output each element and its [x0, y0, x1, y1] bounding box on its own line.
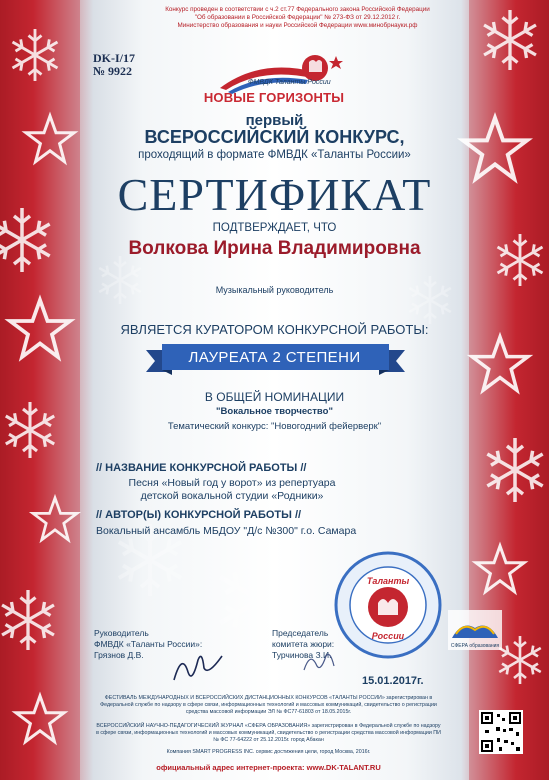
- work-title: [92, 477, 372, 503]
- logo-subtitle: ФМВДК Таланты России: [248, 79, 331, 86]
- curator-text: ЯВЛЯЕТСЯ КУРАТОРОМ КОНКУРСНОЙ РАБОТЫ:: [120, 322, 429, 337]
- legal-header-line: Конкурс проведен в соответствии с ч.2 ст.77 Федерального закона Российской Федерации: [165, 6, 430, 13]
- certificate-number: № 9922: [93, 64, 133, 78]
- legal-header: [145, 6, 450, 30]
- qr-code: [479, 710, 523, 754]
- footer-registration-journal: ВСЕРОССИЙСКИЙ НАУЧНО-ПЕДАГОГИЧЕСКИЙ ЖУРНАЛ «СФЕРА ОБРАЗОВАНИЯ» зарегистрирован в Федеральной службе по надзору в сфере связи, информационных технологий и массовых коммуникаций, свидетельство о регистрации средства массовой информации ПИ № ФС 77-64222 от 25.12.2015г. город Абакан: [96, 723, 441, 743]
- work-author: Вокальный ансамбль МБДОУ "Д/с №300" г.о. Самара: [96, 525, 357, 537]
- award-level: ЛАУРЕАТА 2 СТЕПЕНИ: [188, 349, 361, 366]
- logo-title: НОВЫЕ ГОРИЗОНТЫ: [203, 90, 345, 105]
- work-author-label: // АВТОР(Ы) КОНКУРСНОЙ РАБОТЫ //: [96, 509, 302, 521]
- legal-header-line: Министерство образования и науки Российской Федерации www.минобрнауки.рф: [177, 22, 418, 29]
- svg-text:СФЕРА образования: СФЕРА образования: [450, 643, 500, 649]
- contest-theme: Тематический конкурс: "Новогодний фейерверк": [167, 421, 382, 432]
- work-title-line: детской вокальной студии «Родники»: [140, 490, 324, 502]
- recipient-position: Музыкальный руководитель: [215, 285, 334, 295]
- work-title-label: // НАЗВАНИЕ КОНКУРСНОЙ РАБОТЫ //: [96, 462, 307, 474]
- right-signer-name: Турчинова З.И.: [272, 650, 332, 660]
- legal-header-line: "Об образовании в Российской Федерации" № 273-ФЗ от 29.12.2012 г.: [194, 14, 401, 21]
- certificate-series: DK-I/17: [93, 51, 135, 65]
- svg-text:России: России: [371, 631, 405, 641]
- nomination-name: "Вокальное творчество": [216, 406, 333, 417]
- right-handwritten-signature: [300, 648, 340, 678]
- work-title-line: Песня «Новый год у ворот» из репертуара: [128, 477, 336, 489]
- footer-company: Компания SMART PROGRESS INC. сервис достижения цели, город Москва, 2016г.: [166, 749, 371, 755]
- contest-title: ВСЕРОССИЙСКИЙ КОНКУРС,: [144, 127, 405, 147]
- left-signer-role: ФМВДК «Таланты России»:: [94, 639, 203, 649]
- right-signer-role: Председатель: [272, 628, 329, 638]
- contest-ordinal: первый: [245, 112, 304, 129]
- contest-format: проходящий в формате ФМВДК «Таланты России»: [138, 149, 411, 161]
- confirms-text: ПОДТВЕРЖДАЕТ, ЧТО: [212, 222, 337, 234]
- footer-registration-festival: ФЕСТИВАЛЬ МЕЖДУНАРОДНЫХ И ВСЕРОССИЙСКИХ ДИСТАНЦИОННЫХ КОНКУРСОВ «ТАЛАНТЫ РОССИИ» зарегистрирован в Федеральной службе по надзору в сфере связи, информационных технологий и массовых коммуникаций, свидетельство о регистрации средства массовой информации ЭЛ № ФС77-61803 от 18.05.2015г.: [100, 695, 437, 715]
- issue-date: 15.01.2017г.: [362, 675, 424, 687]
- nomination-label: В ОБЩЕЙ НОМИНАЦИИ: [204, 390, 345, 404]
- right-signer-role: комитета жюри:: [272, 639, 335, 649]
- left-signer-role: Руководитель: [94, 628, 149, 638]
- svg-text:Таланты: Таланты: [366, 576, 410, 586]
- left-signer-name: Грязнов Д.В.: [94, 650, 144, 660]
- recipient-name: Волкова Ирина Владимировна: [128, 238, 421, 259]
- certificate-title: СЕРТИФИКАТ: [117, 169, 432, 220]
- certificate-code: [93, 52, 135, 78]
- left-handwritten-signature: [168, 646, 228, 686]
- talanty-rossii-seal: [334, 551, 442, 659]
- sfera-obrazovaniya-logo: [448, 610, 502, 650]
- footer-website: официальный адрес интернет-проекта: www.DK-TALANT.RU: [156, 763, 381, 772]
